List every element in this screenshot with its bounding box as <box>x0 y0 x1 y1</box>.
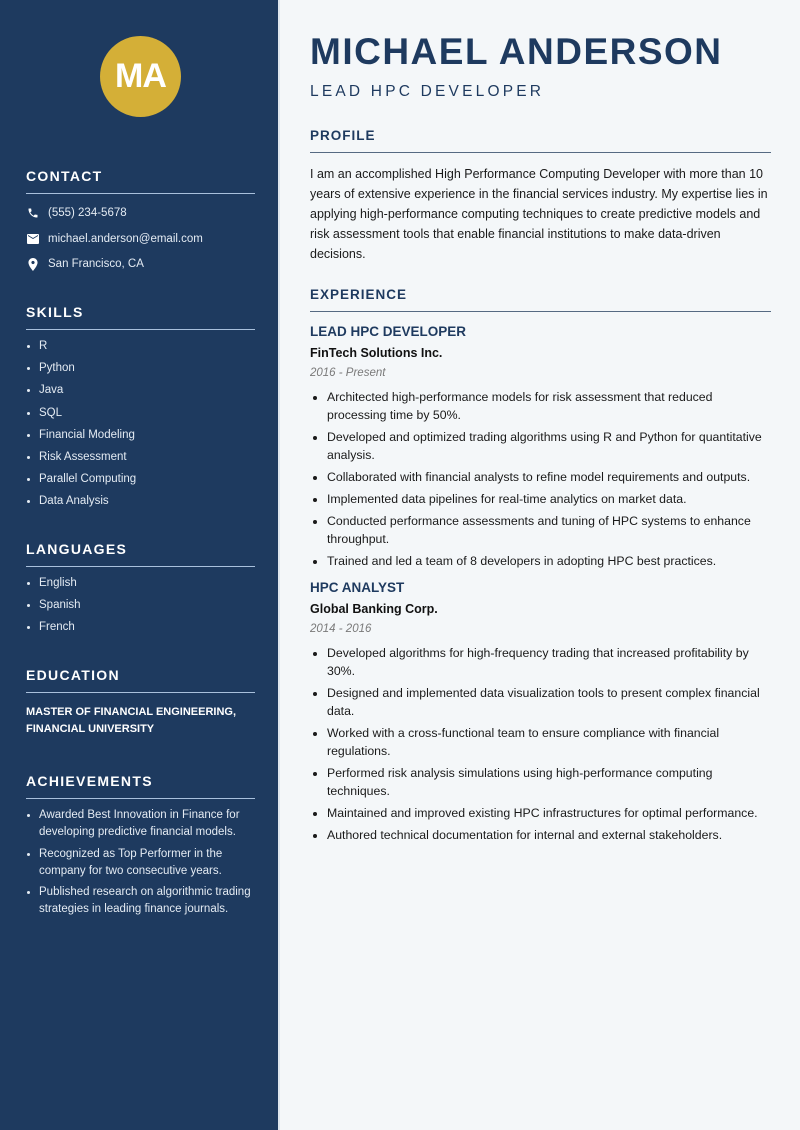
profile-text: I am an accomplished High Performance Computing Developer with more than 10 years of extensive experience in the financial services industry. My expertise lies in applying high-performance computing techniques to create predictive models and risk assessment tools that enable financial institutions to make data-driven decisions. <box>310 167 768 261</box>
skill-item: Data Analysis <box>26 493 255 509</box>
contact-email <box>26 230 255 248</box>
job-title: LEAD HPC DEVELOPER <box>310 324 467 339</box>
job-bullet: Developed algorithms for high-frequency trading that increased profitability by 30%. <box>310 644 771 680</box>
job-bullet: Worked with a cross-functional team to ensure compliance with financial regulations. <box>310 724 771 760</box>
job-bullet: Architected high-performance models for risk assessment that reduced processing time by 50%. <box>310 388 771 424</box>
job-entry <box>310 324 771 570</box>
language-item: French <box>26 619 255 635</box>
skills-heading: SKILLS <box>26 304 255 330</box>
job-bullet: Performed risk analysis simulations using high-performance computing techniques. <box>310 764 771 800</box>
email-address: michael.anderson@email.com <box>48 232 203 245</box>
skill-item: Parallel Computing <box>26 471 255 487</box>
job-dates: 2014 - 2016 <box>310 623 372 635</box>
job-bullet: Maintained and improved existing HPC infrastructures for optimal performance. <box>310 804 771 822</box>
skill-item: Risk Assessment <box>26 449 255 465</box>
achievements-list <box>26 807 255 919</box>
job-entry <box>310 580 771 844</box>
avatar <box>100 36 181 117</box>
skills-list <box>26 338 255 509</box>
job-company: Global Banking Corp. <box>310 602 438 616</box>
profile-heading: PROFILE <box>310 128 771 153</box>
profile-section <box>310 128 771 264</box>
experience-section <box>310 287 771 848</box>
contact-location <box>26 255 255 273</box>
achievement-item: Recognized as Top Performer in the company for two consecutive years. <box>26 846 255 881</box>
location-pin-icon <box>26 257 40 271</box>
education-heading: EDUCATION <box>26 667 255 693</box>
candidate-name: MICHAEL ANDERSON <box>310 31 723 72</box>
education-section <box>26 667 255 738</box>
education-degree: MASTER OF FINANCIAL ENGINEERING, FINANCIAL UNIVERSITY <box>26 706 237 735</box>
achievements-heading: ACHIEVEMENTS <box>26 773 255 799</box>
job-bullet: Implemented data pipelines for real-time analytics on market data. <box>310 490 771 508</box>
candidate-title: LEAD HPC DEVELOPER <box>310 83 545 100</box>
achievement-item: Awarded Best Innovation in Finance for developing predictive financial models. <box>26 807 255 842</box>
achievements-section <box>26 773 255 923</box>
experience-heading: EXPERIENCE <box>310 287 771 312</box>
contact-phone <box>26 204 255 222</box>
languages-list <box>26 575 255 635</box>
skill-item: SQL <box>26 405 255 421</box>
avatar-initials: MA <box>115 57 166 95</box>
job-bullet: Collaborated with financial analysts to refine model requirements and outputs. <box>310 468 771 486</box>
job-title: HPC ANALYST <box>310 580 405 595</box>
job-dates: 2016 - Present <box>310 367 386 379</box>
skill-item: Python <box>26 360 255 376</box>
language-item: Spanish <box>26 597 255 613</box>
email-icon <box>26 232 40 246</box>
job-bullets <box>310 644 771 844</box>
phone-icon <box>26 206 40 220</box>
languages-section <box>26 541 255 642</box>
phone-number: (555) 234-5678 <box>48 207 127 219</box>
sidebar <box>0 0 280 1130</box>
skills-section <box>26 304 255 516</box>
skill-item: R <box>26 338 255 354</box>
languages-heading: LANGUAGES <box>26 541 255 567</box>
location-text: San Francisco, CA <box>48 258 144 270</box>
contact-section <box>26 168 255 273</box>
job-bullet: Conducted performance assessments and tuning of HPC systems to enhance throughput. <box>310 512 771 548</box>
job-company: FinTech Solutions Inc. <box>310 346 443 360</box>
skill-item: Financial Modeling <box>26 427 255 443</box>
job-bullet: Developed and optimized trading algorithms using R and Python for quantitative analysis. <box>310 428 771 464</box>
contact-heading: CONTACT <box>26 168 255 194</box>
job-bullet: Authored technical documentation for internal and external stakeholders. <box>310 826 771 844</box>
job-bullet: Trained and led a team of 8 developers in adopting HPC best practices. <box>310 552 771 570</box>
job-bullets <box>310 388 771 570</box>
language-item: English <box>26 575 255 591</box>
skill-item: Java <box>26 382 255 398</box>
achievement-item: Published research on algorithmic trading strategies in leading finance journals. <box>26 884 255 919</box>
job-bullet: Designed and implemented data visualization tools to present complex financial data. <box>310 684 771 720</box>
